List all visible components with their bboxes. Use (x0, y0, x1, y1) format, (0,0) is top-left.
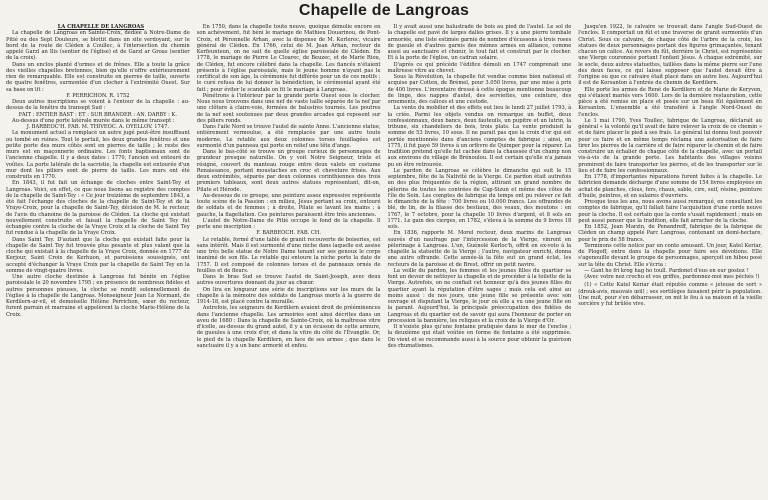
paragraph: La chapelle de Langroas en Sainte-Croix, dédiée à Notre-Dame de Pitié ou des Sept Douleurs, se blottit dans un site verdoyant, sur le bord de la route de Cléden à Coullec, à l'intersection du chemin appelé Garzl an Ilis (sentier de l'église) et de Garzl ar Groas (sentier de la croix). (6, 30, 190, 62)
paragraph: La vente du mobilier et des effets eut lieu le lundi 27 juillet 1793, à la criée. Parmi les objets vendus on remarque un buffet, deux confessionnaux, deux bancs, deux fauteuils, un pupitre et un lutrin, la tribune, six chandeliers de bois, trois plats. La vente produisit la somme de 53 livres, 10 sous. Il ne parait pas que la croix d'or qui est portée mentionnée dans d'anciens comptes de fabrique ; ainsi, en 1775, il fut payé 59 livres à un orfèvre de Quimper pour la réparer. La tradition prétend qu'elle fut cachée dans la chaussée d'un champ non aux environs du village de Brénoulou. Il est certain qu'elle n'a jamais pu en être retrouvée. (387, 105, 572, 168)
paragraph: Le retable, formé d'une table de granit recouverte de boiseries, est sans intérêt. Mais il est surmonté d'une niche dans laquelle est assise une très belle statue de Notre Dame tenant sur ses genoux le corps inanimé de son fils. Le retable qui entoure la niche porte la date de 1757. Il est composé de colonnes torses et de panneaux ornés de feuilles et de fleurs. (196, 236, 381, 274)
paragraph: F. BARBEOCH. FAB. CH. (256, 230, 321, 237)
paragraph: En 1843, il fut fait un échange de cloches entre Saint-Tey et Langroas. Voici, en effet, ce que nous lisons au registre des comptes de la chapelle de Saint-Tey : « Ce jour treizième de septembre 1843, a été fait l'échange des cloches de la chapelle de Saint-Tey et de la Vraye-Croix, pour la chapelle de Saint-Tey, décision de M. le recteur, de l'avis du chanoine de la paroisse de Cléden. La cloche qui existait nouvellement construite et faisait la chapelle de Saint Tey fut échangée contre la cloche de la Vraye Croix et la cloche de Saint Tey fut rendue à la chapelle de la Vraye Croix. (6, 180, 190, 237)
paragraph: En 1750, dans la chapelle toute neuve, quoique démolie encore en son achèvement, fut béni le mariage de Mathieu Douarinou, de Pont-Croix, et Péronnelle Arhan, avec la dispense de M. Kerlerec, vicaire général de Cléden. En 1766, celui de M. Jean Arhan, recteur de Kerfeunteun, on ne sait de quelle église paroissiale de Cléden. En 1778, le mariage de Pierre Le Cloarec, de Beuzec, et de Marie Riou, de Cléden, fut encore célébré dans la chapelle. Les fiancés n'étaient présents à l'église paroissiale, mais le jeune homme n'ayant pas le certificat de son âge, la cérémonie fut différée pour un de ces motifs : le curé refusa de lui donner la bénédiction, le cérémonial ayant été fait ; pour éviter le scandale on fit le mariage à Langroas. (196, 24, 381, 93)
paragraph: Le pardon de Langroas se célèbre le dimanche qui suit le 15 septembre, fête de la Nativité de la Vierge. Ce pardon était autrefois un des plus fréquentés de la région, attirant un grand nombre de pèlerins de toutes les contrées de Cap-Sizun et même des côtes de l'île de Sein. Les comptes de fabrique du temps ont pu relever ce fait le dimanche de la fête : 700 livres ou 10.000 francs. Les offrandes de blé, de lin, de la filasse des bestiaux, des veaux, des moutons : en 1767, le 7 octobre, pour la chapelle 10 livres d'argent, et 8 sols en 1771. Le gain des cierges, en 1782, s'éleva à la somme de 9 livres 18 sols. (387, 167, 572, 230)
paragraph: Pénétrons à l'intérieur par la grande porte Ouest sous le clocher. Nous nous trouvons dans une nef de vaste taille séparée de la nef par une clôture à claire-voie, formées de balustres tournés. Les poutres de la nef sont soutenues par deux grandes arcades qui reposent sur des piliers ronds. (196, 92, 381, 124)
paragraph: Le monument actuel a remplacé un autre jugé peut-être insuffisant ou tombé en ruines. Tout le portail, les deux grandes fenêtres et une petite porte des murs côtés sont en pierres de taille ; le reste des murs est en maçonnerie ordinaire. Les fonts baptismaux sont de l'ancienne chapelle. Il y a deux dates : 1770, l'ancien est entouré de voûtes. La porte latérale de la sacristie, la chapelle est entourée d'un mur dont les piliers sont de pierre de taille. Les murs ont été construits en 1770. (6, 130, 190, 180)
article-title: Chapelle de Langroas (298, 2, 470, 19)
paragraph: Dans le bras Sud se trouve l'autel de Saint-Joseph, avec deux autres ouvertures donnant du jour au chœur. (196, 274, 381, 287)
paragraph: F. PERRICHON. R. 1752 (66, 92, 130, 99)
section-subtitle: LA CHAPELLE DE LANGROAS (57, 24, 145, 30)
paragraph: Dans le bas-côté se trouve un groupe curieux de personnages de grandeur presque naturelle. On y voit Notre Seigneur, triste et résigné, couvert du manteau rouge entre deux valets en costume Renaissance, portant moustaches en croc et chevelure frisée. Aux deux extrémités, séparés par deux colonnes corinthiennes des trois premiers tableaux, sont deux autres statues représentant, dit-on, Pilate et Hérode. (196, 149, 381, 193)
paragraph: Sous la Révolution, la chapelle fut vendue comme bien national et acquise par Cotten, de Brémel, pour 3.050 livres, par une mise à prix de 400 livres. L'inventaire dressé à cette époque mentionne beaucoup de linge, des nappes d'autel, des serviettes, une ceinture, des ornements, des calices et une custode. (387, 74, 572, 105)
paragraph: Elle porte les armes de René de Kerdilern et de Marie de Keryven, qui s'étaient mariés vers 1600. Lors de la dernière restauration, cette pièce a été remise en place et posée sur un beau fût également en Kersanton. L'ensemble a été transféré à l'angle Nord-Ouest de l'enclos. (578, 86, 762, 118)
paragraph: En 1778, d'importantes réparations furent faites à la chapelle. Le fabricien demande décharge d'une somme de 154 livres employées en achat de planches, clous, fers, chaux, sable, cire, suif, résine, peinture d'huile, peintres, et en salaires d'ouvriers. (578, 174, 762, 199)
footnote: (1) « Cette Katel Keriar était réputée comme « jeteuse de sort » (drouk-avis, mauvais œil) ; ses sortilèges faisaient périr la population. Une nuit, pour s'en débarrasser, on mit le feu à sa maison et la vieille sorcière y fut brûlée vive. (578, 282, 762, 307)
paragraph: En 1852, Jean Marzin, de Penandreff, fabrique de la fabrique de Cléden un champ appelé Parc Langroas, contenant un demi-hectare, pour le prix de 58 francs. (578, 224, 762, 243)
paragraph: Au-dessus d'une porte latérale murée dans le même transept : (12, 117, 175, 124)
paragraph: (Avec votre nez crochu et vos griffes, pardonnez-moi mes péchés !) (584, 274, 760, 280)
paragraph: J. BARBEOC'H. FAB. M. THIVEOC. A. OYELLOV. 1747. (26, 124, 170, 130)
paragraph: Dans l'aile Nord se trouve l'autel de sainte Anne. L'ancienne statue, entièrement vermoulue, a été remplacée par une autre toute moderne. Le retable aux deux colonnes torses feuillagées est surmonté d'un panneau qui porte en relief une tête d'ange. (196, 124, 381, 149)
paragraph: Presque tous les ans, nous avons aussi remarqué, en consultant les comptes de fabrique, qu'il fallait faire l'acquisition d'une corde neuve pour la cloche. Il est certain que la corde s'usait rapidement ; mais on peut aussi penser que la tradition, elle fait arracher de la cloche. (578, 199, 762, 224)
paragraph: Le 1 mai 1790, Yves Toullec, fabrique de Langroas, déclarait au général « la volonté qu'il avait de faire relever la croix de ce chemin » et de faire placer le pied à ses frais. Le général lui donna tout pouvoir pour ce faire et en même temps réclama une autorisation de faire tirer les pierres de la carrière et de faire réparer le chemin et de faire construire un échalier de chaque côté de la chapelle, avec un portail vis-à-vis de la grande porte. Les habitants des villages voisins promirent de faire transporter les pierres, et de les transporter sur le lieu et de faire les confessionnaux. (578, 117, 762, 174)
paragraph: Il n'existe plus qu'une fontaine pratiquée dans le mur de l'enclos ; la deuxième qui était voûtée en forme de fontaine a été supprimée. On vient et se recommande aussi à la source pour obtenir la guérison des rhumatismes. (387, 324, 572, 349)
paragraph: Au-dessous de ce groupe, une peinture assez expressive représente toute scène de la Passion : en milieu, Jésus portant sa croix, entouré de soldats et de femmes ; à droite, Pilate se lavant les mains ; à gauche, la flagellation. Ces peintures paraissent être très anciennes. (196, 192, 381, 218)
column-4 (578, 24, 762, 500)
column-3 (388, 24, 572, 500)
paragraph: La veille du pardon, les femmes et les jeunes filles du quartier se font un devoir de nettoyer la chapelle et de procéder à la toilette de la Vierge. Autrefois, on ne confiait cet honneur qu'à des jeunes filles du quartier ayant la réputation d'être sages ; mais cela est ainsi au moins aussi : de nos jours, une jeune fille se présente avec son ouvrage et disputant la Vierge, le jour où elle a vu une jeune fille en la parant. Aujourd'hui, la principale préoccupation des fidèles de Langroas et du quartier est de savoir qui aura l'honneur de porter en procession la bannière, les reliques et la croix de la Vierge d'Or. (387, 267, 572, 324)
paragraph: L'autel de Notre-Dame de Pitié occupe le fond de la chapelle. Il porte une inscription : (196, 217, 381, 230)
paragraph: On lira en longueur une série de inscriptions sur les murs de la chapelle à la mémoire des soldats de Langroas morts à la guerre de 1914-18, est placé contre la muraille. (196, 286, 381, 305)
paragraph: — Gant ho fri krog hag ho toull. Pardonet d'eus en eur gostez ! (584, 267, 749, 274)
paragraph: D'après ce qui précède l'édifice démoli en 1747 comprenait une maîtresse vitre au chevet. (387, 61, 572, 74)
column-2 (197, 24, 381, 500)
paragraph: Terminons cette notice par un conte amusant. Un jour, Katel Keriar, de Plogoff, entre dans la chapelle pour faire ses dévotions. Elle s'agenouille devant le groupe de personnages, aperçoit un hibou posé sur la tête du Christ. Elle s'écria : (578, 242, 762, 268)
column-1 (6, 24, 190, 500)
paragraph: En 1836, rapporte M. Morel recteur, deux marins de Langroas sauvés d'un naufrage par l'intercession de la Vierge, vinrent en pèlerinage à Langroas. L'un, Guénolé Kerloc'h, offrit en ex-voto à la chapelle la statuette de la Vierge ; l'autre, navigateur enrichi, donna une autre offrande. Cette année-là la fête eut un grand éclat, les recteurs de la paroisse et de Brest, offrir un petit navire. (387, 230, 572, 268)
paragraph: Dans un enclos planté d'ormes et de frênes. Elle a toute la grâce des vieilles chapelles bretonnes, bien qu'elle n'offre extérieurement rien de remarquable. Elle est construite en pierres de taille, ouverte de quatre fenêtres, surmontée d'un clocher à l'extrémité Ouest. Sur sa base on lit : (6, 61, 190, 93)
paragraph: Une autre cloche destinée à Langroas fut bénite en l'église paroissiale le 20 novembre 1795 ; en présence de nombreux fidèles et autres personnes pieuses, la cloche se rendit solennellement de l'église à la chapelle de Langroas. Monseigneur Jean Le Normant, de Kerdilern-ar-vil, et demoiselle Hélène Perrichon, sœur du recteur, furent parrain et marraine et appelèrent la cloche Marie-Hélène de la Croix. (6, 274, 190, 318)
paragraph: FAIT : ENTIER BAST : ET : SUR BRANDER : AN. DARBY : K. (18, 111, 177, 118)
paragraph: Autrefois, les seigneurs de Kerdilern avaient droit de prééminences dans l'ancienne chapelle. Les armoiries sont ainsi décrites dans un aveu de 1680 : Dans la chapelle de Sainte-Croix, où la maîtresse vitre d'icelle, au-dessus du grand autel, il y a un écusson de cette armure, de gueules à une croix d'or, et dans la vitre du côté de l'Évangile. Or, le pied de la chapelle Kerdilern, en face de ses armes ; que dans le sanctuaire il y a un banc armorié et enfeu. (196, 305, 381, 349)
paragraph: Deux autres inscriptions se voient à l'entour de la chapelle : au-dessus de la fenêtre du transept Sud : (6, 99, 190, 112)
paragraph: Dans Saint Tey. D'autant que la cloche qui existait faite pour la chapelle de Saint Tey fut trouvée plus pesante et plus valant que la cloche qui existait à la chapelle de la Vraye Croix, donnée en 1777 de Kerjour, Saint Croix de Kerhuon, et paroissiens soussignés, ont accepté d'échanger la Vraye Croix par la chapelle de Saint Tey en la somme de vingt-quatre livres. (6, 236, 190, 274)
paragraph: Il y avait aussi une balustrade de bois au pied de l'autel. Le sol de la chapelle est pavé de larges dalles grises. Il y a une pierre tombale armoriée, une liste estimée garnie de nombre d'écussons à trois roses de gueule et d'autres garnis des mêmes armes en alliance, comme aussi au sanctuaire et chœur, le tout fait et construit par le clocher. Et à la porte de l'église, un cadran solaire. (387, 24, 572, 62)
paragraph: Jusqu'en 1922, le calvaire se trouvait dans l'angle Sud-Ouest de l'enclos. Il comportait un fût et une traverse de granit surmontés d'un Christ. Sous ce calvaire, de chaque côté de l'arbre de la croix, les statues de deux personnages portant des figures grimaçantes, tenant chacun un calice. Au revers du fût, derrière le Christ, est représentée une Vierge couronnée portant l'enfant Jésus. À chaque extrémité, sur le socle, deux autres statuettes, taillées dans la même pierre sur l'une des deux faces, ce qui laisse supposer que l'autel devait être à l'origine ou que ce calvaire était placé dans un autre lieu. Aujourd'hui il est de Kersanton à l'entrée du chemin de Kerdilern. (578, 24, 762, 87)
article-columns (6, 24, 762, 500)
